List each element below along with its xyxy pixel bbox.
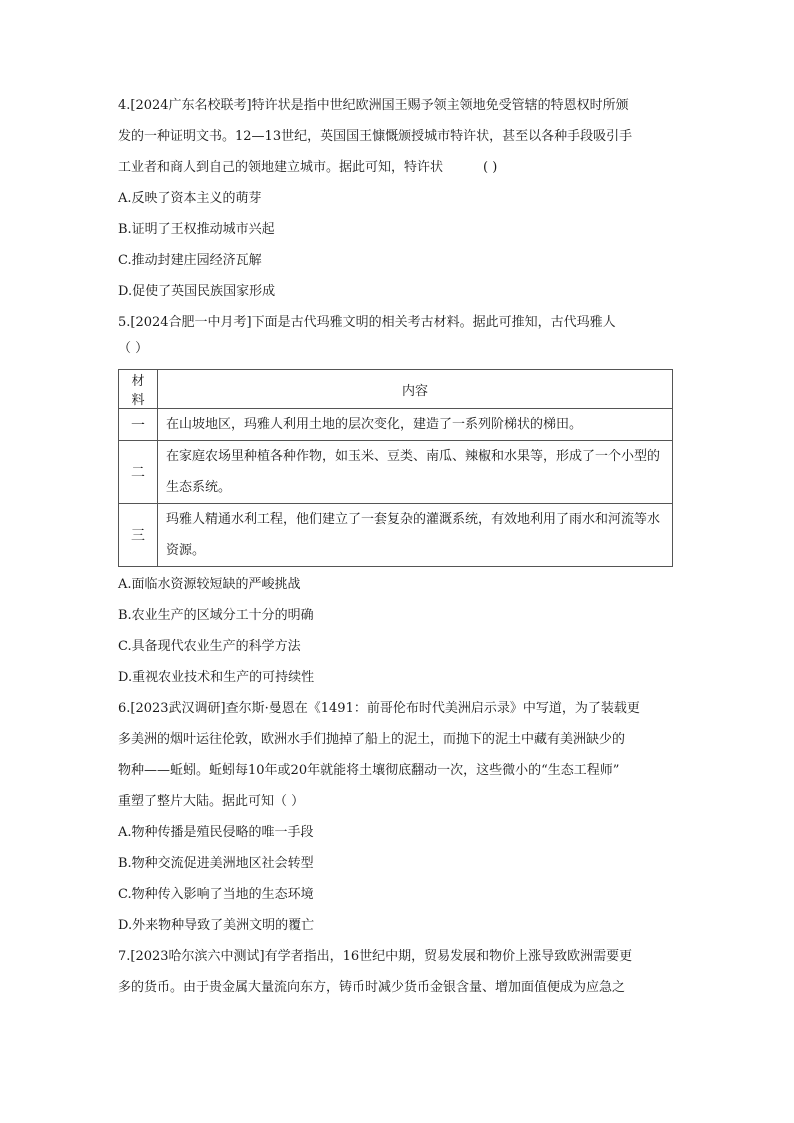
q4-option-d: D.促使了英国民族国家形成 — [118, 284, 276, 299]
document-page — [118, 90, 678, 1003]
q4-stem-line-1: 4.[2024广东名校联考]特许状是指中世纪欧洲国王赐予领主领地免受管辖的特恩权时所颁 — [118, 98, 629, 113]
q6-stem-line-1: 6.[2023武汉调研]查尔斯·曼恩在《1491：前哥伦布时代美洲启示录》中写道，为了装载更 — [118, 701, 640, 716]
q6-stem-line-3: 物种——蚯蚓。蚯蚓每10年或20年就能将土壤彻底翻动一次，这些微小的“生态工程师” — [118, 763, 620, 778]
table-cell-num: 一 — [119, 409, 158, 441]
q4-stem-line-3-text: 工业者和商人到自己的领地建立城市。据此可知，特许状 — [118, 160, 444, 175]
question-4 — [118, 90, 678, 307]
q5-option-c: C.具备现代农业生产的科学方法 — [118, 639, 301, 654]
table-cell-num: 二 — [119, 441, 158, 504]
table-cell-content: 玛雅人精通水利工程，他们建立了一套复杂的灌溉系统，有效地利用了雨水和河流等水资源。 — [158, 504, 673, 567]
q4-stem-line-3 — [118, 152, 678, 183]
q6-stem-line-2: 多美洲的烟叶运往伦敦，欧洲水手们抛掉了船上的泥土，而抛下的泥土中藏有美洲缺少的 — [118, 732, 626, 747]
table-header-content: 内容 — [158, 370, 673, 409]
table-cell-num: 三 — [119, 504, 158, 567]
q4-option-a: A.反映了资本主义的萌芽 — [118, 191, 262, 206]
q5-stem-line-1: 5.[2024合肥一中月考]下面是古代玛雅文明的相关考古材料。据此可推知，古代玛雅人 — [118, 315, 616, 330]
q7-stem-line-2: 多的货币。由于贵金属大量流向东方，铸币时减少货币金银含量、增加面值便成为应急之 — [118, 980, 626, 995]
q5-option-d: D.重视农业技术和生产的可持续性 — [118, 670, 315, 685]
q7-stem-line-1: 7.[2023哈尔滨六中测试]有学者指出，16世纪中期，贸易发展和物价上涨导致欧洲需要更 — [118, 949, 633, 964]
table-row — [119, 409, 673, 441]
q5-option-b: B.农业生产的区域分工十分的明确 — [118, 608, 314, 623]
table-row — [119, 441, 673, 504]
q4-stem-line-2: 发的一种证明文书。12—13世纪，英国国王慷慨颁授城市特许状，甚至以各种手段吸引手 — [118, 129, 633, 144]
q4-answer-paren: ( ) — [483, 160, 498, 175]
q5-answer-paren: （ ） — [118, 341, 149, 356]
table-header-row — [119, 370, 673, 409]
question-5 — [118, 307, 678, 693]
q6-option-d: D.外来物种导致了美洲文明的覆亡 — [118, 918, 315, 933]
q5-option-a: A.面临水资源较短缺的严峻挑战 — [118, 577, 301, 592]
question-6 — [118, 693, 678, 941]
materials-table — [118, 369, 673, 567]
q6-option-b: B.物种交流促进美洲地区社会转型 — [118, 856, 314, 871]
table-cell-content: 在山坡地区，玛雅人利用土地的层次变化，建造了一系列阶梯状的梯田。 — [158, 409, 673, 441]
q6-option-a: A.物种传播是殖民侵略的唯一手段 — [118, 825, 314, 840]
q6-option-c: C.物种传入影响了当地的生态环境 — [118, 887, 314, 902]
table-cell-content: 在家庭农场里种植各种作物，如玉米、豆类、南瓜、辣椒和水果等，形成了一个小型的生态系统。 — [158, 441, 673, 504]
q4-option-b: B.证明了王权推动城市兴起 — [118, 222, 275, 237]
q6-stem-line-4: 重塑了整片大陆。据此可知（ ） — [118, 794, 305, 809]
q4-option-c: C.推动封建庄园经济瓦解 — [118, 253, 262, 268]
table-row — [119, 504, 673, 567]
question-7 — [118, 941, 678, 1003]
table-header-material: 材料 — [119, 370, 158, 409]
